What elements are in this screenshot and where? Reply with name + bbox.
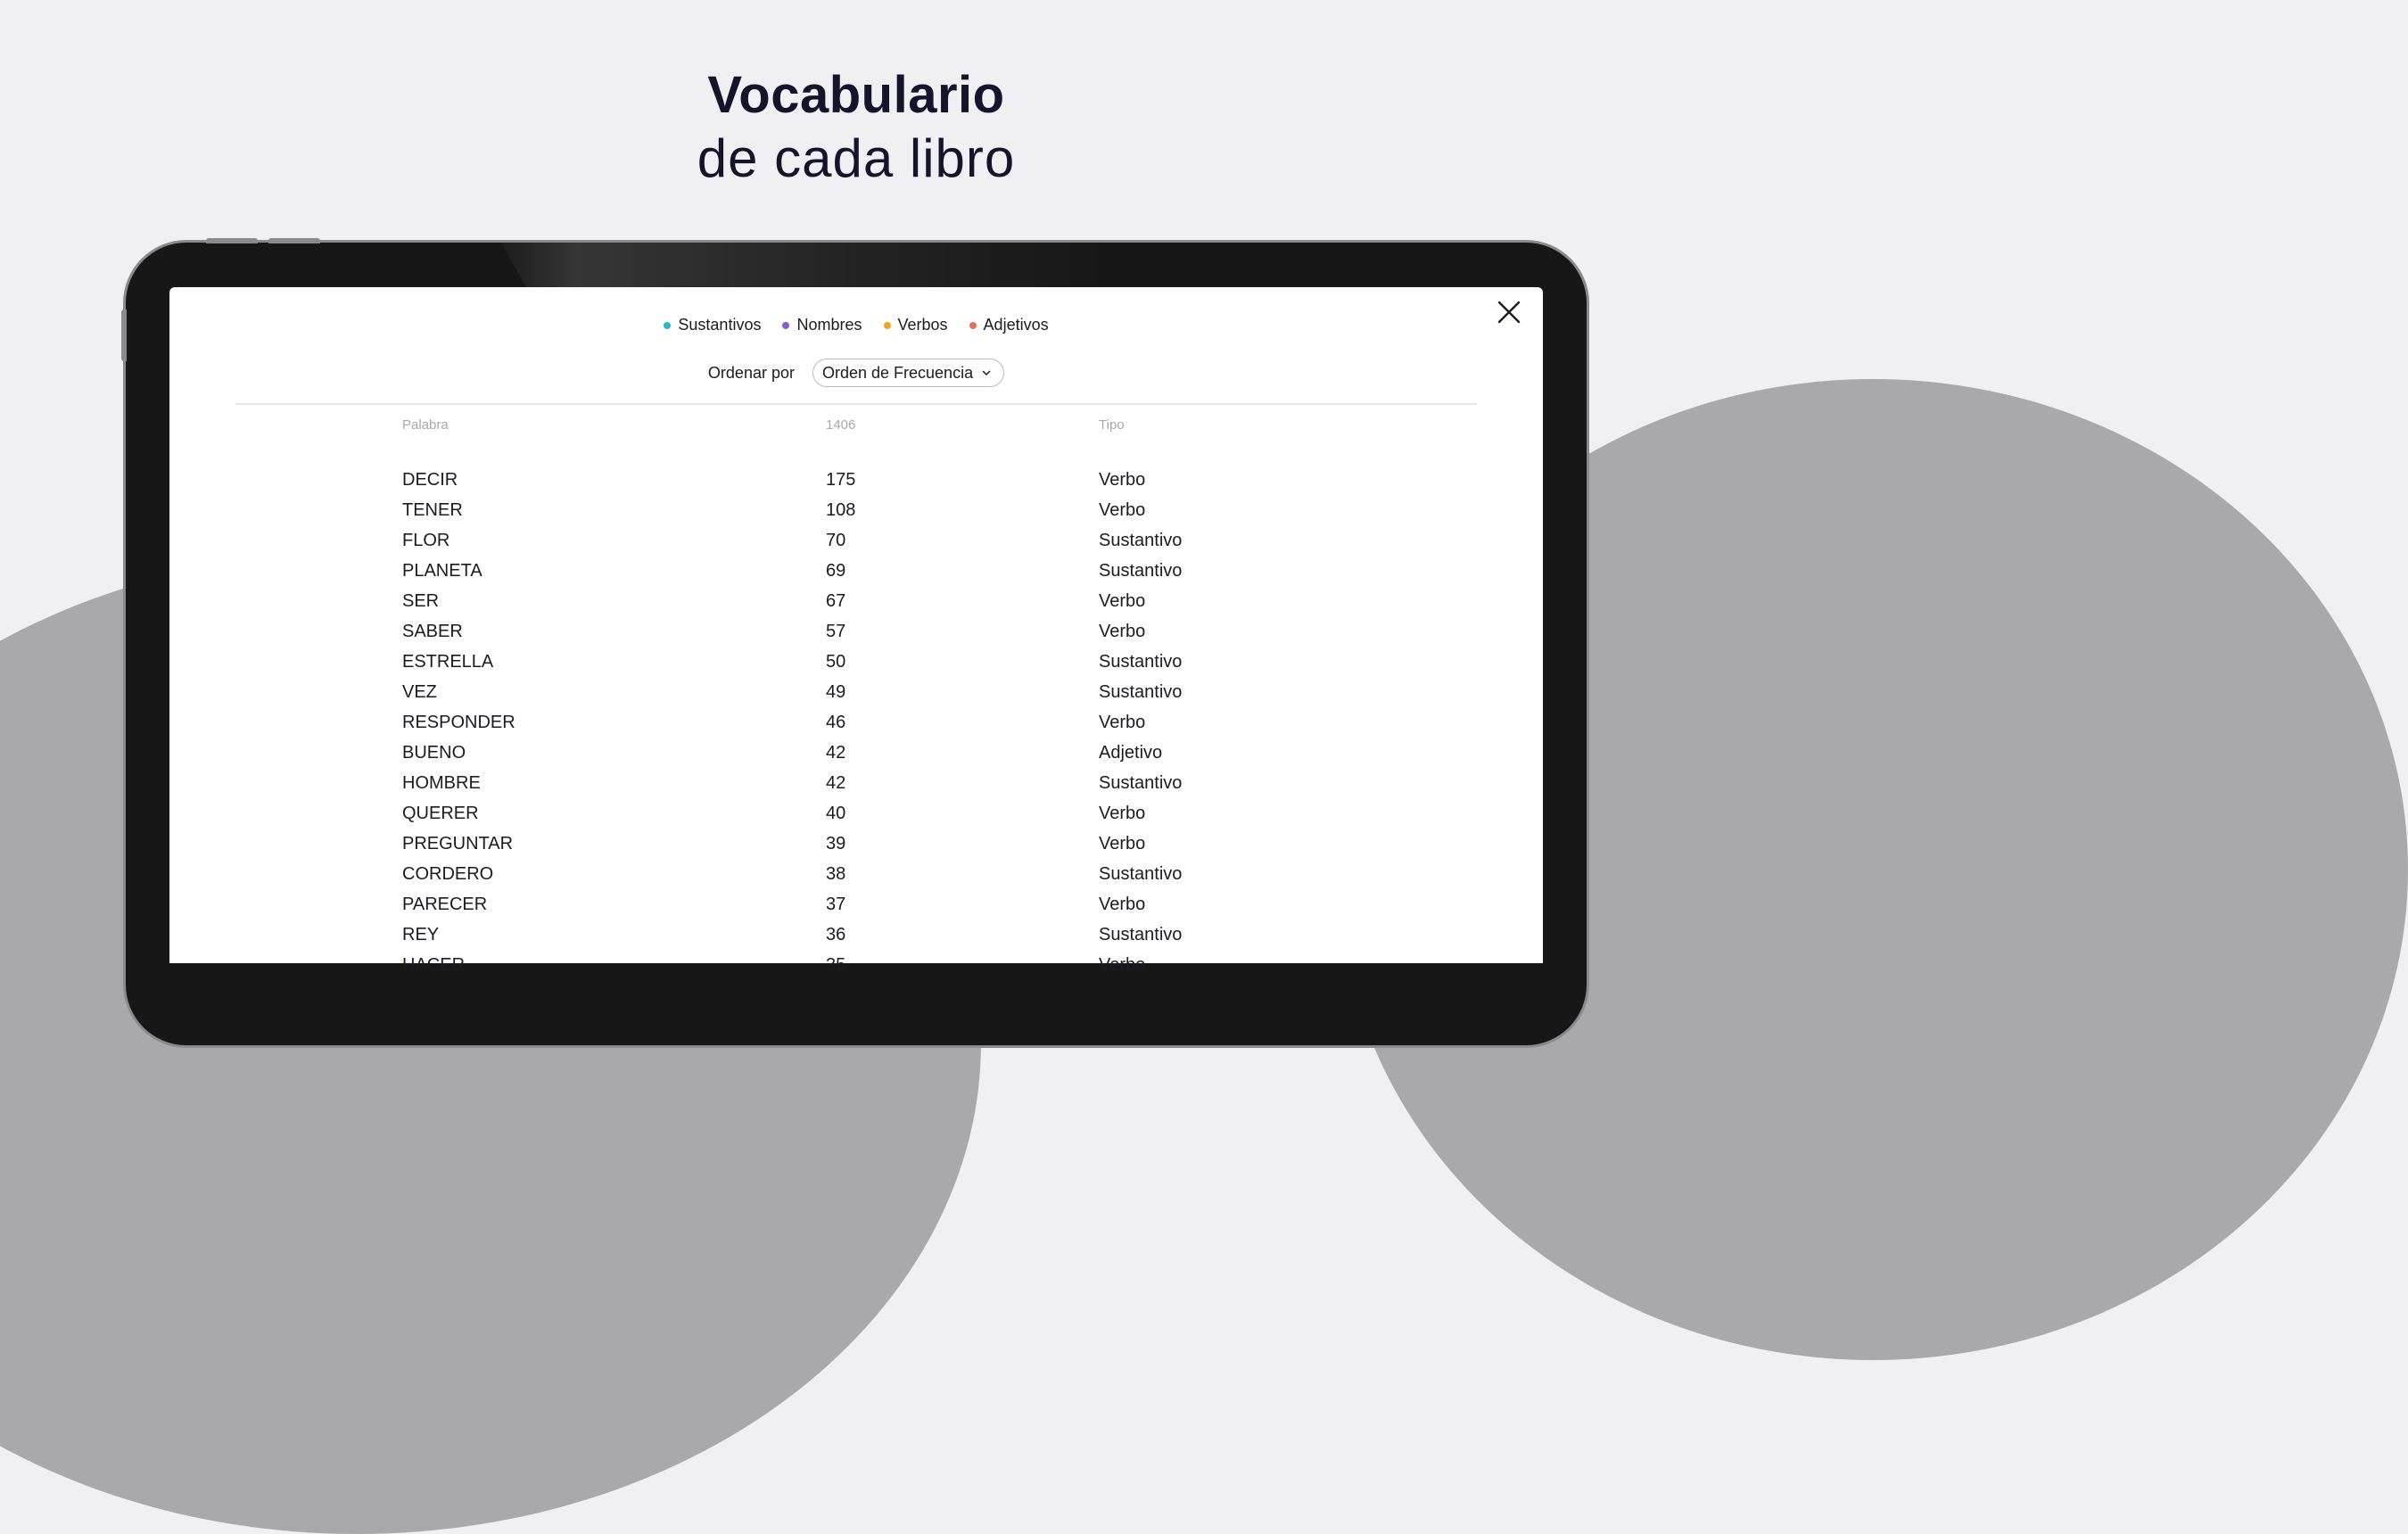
table-row[interactable] (169, 950, 1543, 980)
word-cell: PARECER (402, 895, 488, 914)
table-row[interactable] (169, 738, 1543, 768)
count-cell: 46 (826, 713, 846, 732)
count-cell: 67 (826, 591, 846, 611)
table-row[interactable] (169, 798, 1543, 829)
tablet-reflection (482, 243, 1107, 287)
type-cell: Sustantivo (1099, 864, 1183, 884)
type-cell: Verbo (1099, 834, 1146, 854)
type-cell: Verbo (1099, 955, 1146, 975)
count-cell: 70 (826, 531, 846, 550)
legend-label: Verbos (897, 316, 948, 334)
legend-label: Adjetivos (983, 316, 1049, 334)
word-cell: REY (402, 925, 440, 944)
column-header-count[interactable]: 1406 (826, 417, 856, 433)
vocabulary-modal (169, 287, 1543, 975)
legend-item[interactable] (884, 316, 948, 334)
count-cell: 39 (826, 834, 846, 854)
word-cell: DECIR (402, 470, 458, 490)
count-cell: 35 (826, 955, 846, 975)
count-cell: 38 (826, 864, 846, 884)
count-cell: 36 (826, 925, 846, 944)
column-header-word[interactable]: Palabra (402, 417, 449, 433)
sort-label: Ordenar por (707, 363, 795, 382)
count-cell: 37 (826, 895, 846, 914)
column-header-type[interactable]: Tipo (1099, 417, 1125, 433)
type-cell: Sustantivo (1099, 531, 1183, 550)
table-row[interactable] (169, 920, 1543, 950)
count-cell: 69 (826, 561, 846, 581)
table-row[interactable] (169, 889, 1543, 920)
word-cell: SABER (402, 622, 463, 641)
type-cell: Verbo (1099, 895, 1146, 914)
count-cell: 175 (826, 470, 856, 490)
word-cell: ESTRELLA (402, 652, 494, 672)
count-cell: 50 (826, 652, 846, 672)
table-row[interactable] (169, 616, 1543, 647)
table-row[interactable] (169, 829, 1543, 859)
word-cell: PREGUNTAR (402, 834, 514, 854)
count-cell: 42 (826, 773, 846, 793)
word-type-legend (169, 316, 1543, 334)
count-cell: 108 (826, 500, 856, 520)
type-cell: Sustantivo (1099, 773, 1183, 793)
word-cell: FLOR (402, 531, 450, 550)
word-cell: RESPONDER (402, 713, 515, 732)
type-cell: Sustantivo (1099, 652, 1183, 672)
type-cell: Adjetivo (1099, 743, 1163, 763)
legend-label: Sustantivos (678, 316, 762, 334)
type-cell: Sustantivo (1099, 682, 1183, 702)
type-cell: Sustantivo (1099, 925, 1183, 944)
word-cell: CORDERO (402, 864, 494, 884)
type-cell: Verbo (1099, 500, 1146, 520)
table-row[interactable] (169, 859, 1543, 889)
legend-dot-icon (884, 322, 891, 329)
table-row[interactable] (169, 495, 1543, 525)
count-cell: 57 (826, 622, 846, 641)
legend-item[interactable] (664, 316, 761, 334)
word-cell: SER (402, 591, 440, 611)
table-row[interactable] (169, 707, 1543, 738)
vocabulary-table (169, 465, 1543, 980)
word-cell: BUENO (402, 743, 466, 763)
count-cell: 40 (826, 804, 846, 823)
headline (0, 64, 1712, 191)
word-cell: HOMBRE (402, 773, 481, 793)
table-row[interactable] (169, 586, 1543, 616)
tablet-top-button (268, 238, 320, 243)
word-cell: TENER (402, 500, 463, 520)
legend-item[interactable] (782, 316, 862, 334)
count-cell: 42 (826, 743, 846, 763)
tablet-top-button (206, 238, 258, 243)
legend-dot-icon (969, 322, 977, 329)
table-row[interactable] (169, 768, 1543, 798)
headline-subtitle: de cada libro (697, 128, 1016, 188)
type-cell: Verbo (1099, 591, 1146, 611)
table-row[interactable] (169, 556, 1543, 586)
type-cell: Verbo (1099, 804, 1146, 823)
table-row[interactable] (169, 677, 1543, 707)
sort-dropdown[interactable] (812, 359, 1004, 387)
table-header (169, 417, 1543, 439)
legend-dot-icon (782, 322, 789, 329)
headline-title: Vocabulario (707, 66, 1005, 124)
legend-dot-icon (664, 322, 671, 329)
table-row[interactable] (169, 647, 1543, 677)
sort-selected-value: Orden de Frecuencia (821, 363, 974, 382)
word-cell: QUERER (402, 804, 479, 823)
legend-item[interactable] (969, 316, 1049, 334)
legend-label: Nombres (796, 316, 862, 334)
table-row[interactable] (169, 525, 1543, 556)
divider (235, 403, 1477, 405)
word-cell: PLANETA (402, 561, 482, 581)
word-cell: VEZ (402, 682, 437, 702)
type-cell: Verbo (1099, 713, 1146, 732)
type-cell: Sustantivo (1099, 561, 1183, 581)
table-row[interactable] (169, 465, 1543, 495)
count-cell: 49 (826, 682, 846, 702)
type-cell: Verbo (1099, 622, 1146, 641)
type-cell: Verbo (1099, 470, 1146, 490)
word-cell: HACER (402, 955, 466, 975)
tablet-side-button (121, 309, 127, 361)
chevron-down-icon (982, 370, 991, 376)
sort-row (169, 359, 1543, 387)
